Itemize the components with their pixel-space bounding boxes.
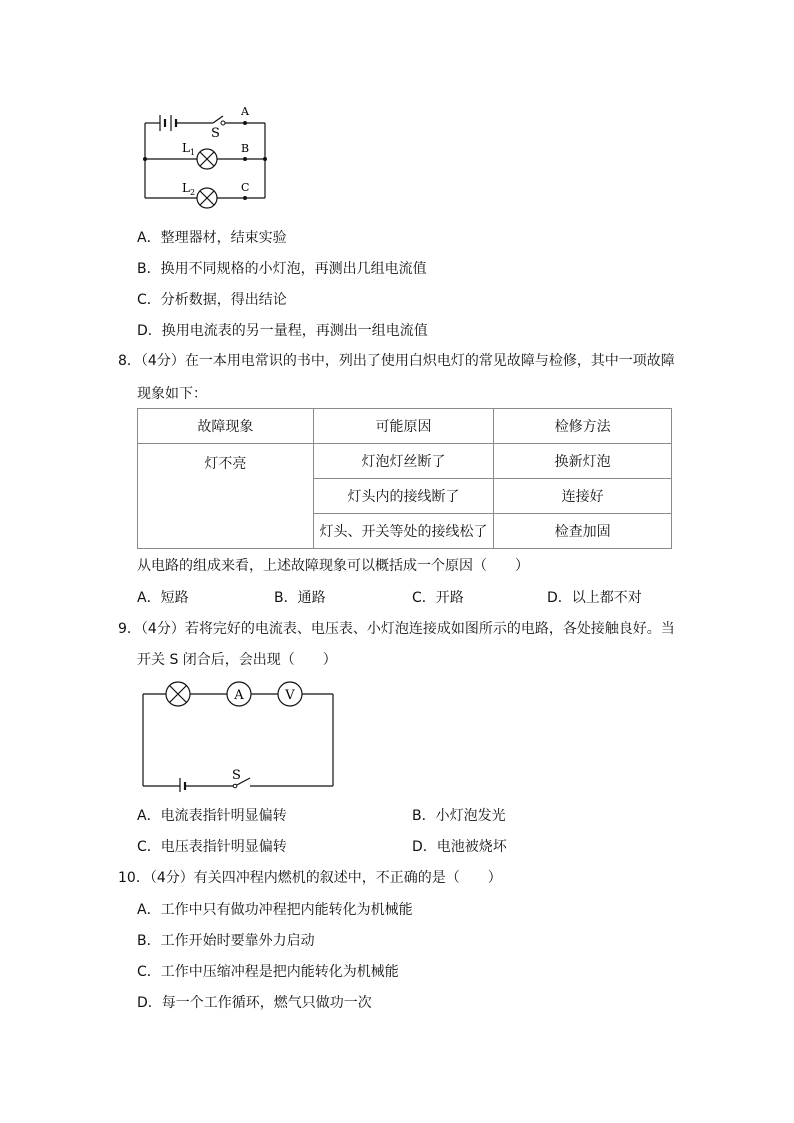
q9-stem-line2: 开关 S 闭合后，会出现（ ） [137, 652, 337, 668]
table-symptom-cell: 灯不亮 [138, 444, 314, 549]
lamp-l2-label: $L_2$ [182, 181, 196, 197]
q9-option-b[interactable]: B．小灯泡发光 [412, 808, 506, 824]
q8-option-c[interactable]: C．开路 [412, 590, 464, 606]
lamp-l2-icon [197, 188, 217, 208]
q8-option-b[interactable]: B．通路 [274, 590, 326, 606]
table-cell: 连接好 [494, 479, 672, 514]
q8-followup: 从电路的组成来看，上述故障现象可以概括成一个原因（ ） [137, 558, 529, 574]
q8-stem-line1: 8．（4分）在一本用电常识的书中，列出了使用白炽电灯的常见故障与检修，其中一项故障 [118, 353, 675, 369]
lamp-icon [166, 682, 190, 706]
table-cell: 检查加固 [494, 514, 672, 549]
point-b-label: B [241, 142, 250, 155]
q9-option-d[interactable]: D．电池被烧坏 [412, 839, 507, 855]
ammeter-icon [227, 682, 251, 706]
q10-option-c[interactable]: C．工作中压缩冲程是把内能转化为机械能 [137, 964, 399, 980]
voltmeter-icon [278, 682, 302, 706]
switch-label: S [232, 768, 241, 783]
table-header-cell: 可能原因 [313, 409, 494, 444]
q10-stem: 10．（4分）有关四冲程内燃机的叙述中，不正确的是（ ） [118, 870, 502, 886]
switch-label: S [211, 126, 220, 141]
table-cell: 灯泡灯丝断了 [313, 444, 494, 479]
table-header-cell: 故障现象 [138, 409, 314, 444]
q10-option-d[interactable]: D．每一个工作循环，燃气只做功一次 [137, 995, 372, 1011]
table-header-row [138, 409, 672, 444]
q8-stem-line2: 现象如下： [137, 386, 207, 402]
lamp-l1-icon [197, 149, 217, 169]
q7-option-b[interactable]: B．换用不同规格的小灯泡，再测出几组电流值 [137, 261, 427, 277]
table-cell: 灯头内的接线断了 [313, 479, 494, 514]
q7-option-d[interactable]: D．换用电流表的另一量程，再测出一组电流值 [137, 323, 428, 339]
q7-option-c[interactable]: C．分析数据，得出结论 [137, 292, 287, 308]
point-a-label: A [241, 105, 249, 118]
q9-option-a[interactable]: A．电流表指针明显偏转 [137, 808, 287, 824]
lamp-l1-label: $L_1$ [182, 141, 196, 157]
table-row [138, 444, 672, 479]
table-cell: 灯头、开关等处的接线松了 [313, 514, 494, 549]
q10-option-a[interactable]: A．工作中只有做功冲程把内能转化为机械能 [137, 902, 413, 918]
table-header-cell: 检修方法 [494, 409, 672, 444]
q10-option-b[interactable]: B．工作开始时要靠外力启动 [137, 933, 315, 949]
q9-stem-line1: 9．（4分）若将完好的电流表、电压表、小灯泡连接成如图所示的电路，各处接触良好。当 [118, 621, 675, 637]
q7-option-a[interactable]: A．整理器材，结束实验 [137, 230, 287, 246]
q9-option-c[interactable]: C．电压表指针明显偏转 [137, 839, 287, 855]
circuit-diagram-parallel [135, 100, 275, 212]
table-cell: 换新灯泡 [494, 444, 672, 479]
q8-option-a[interactable]: A．短路 [137, 590, 189, 606]
point-c-label: C [241, 181, 250, 194]
ammeter-label: A [234, 688, 244, 703]
circuit-diagram-series-meters [138, 678, 338, 792]
voltmeter-label: V [285, 688, 295, 703]
fault-table [137, 408, 672, 549]
q8-option-d[interactable]: D．以上都不对 [547, 590, 642, 606]
